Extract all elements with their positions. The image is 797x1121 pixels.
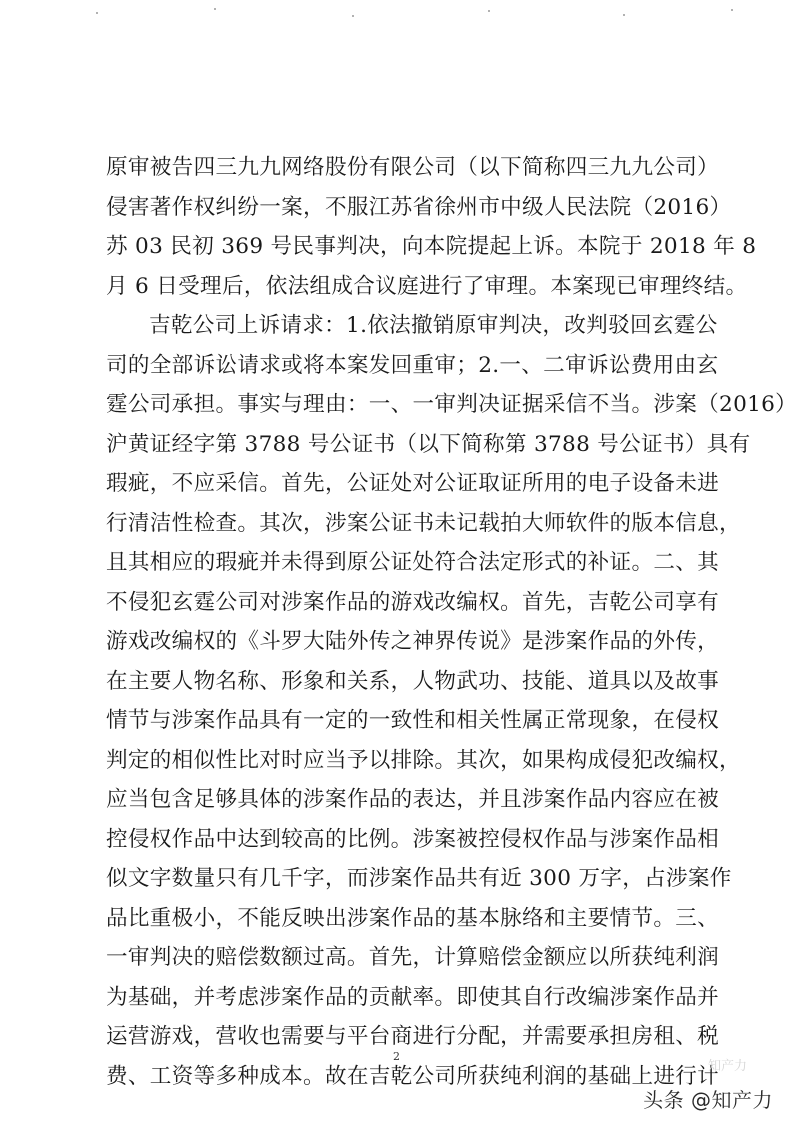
text-line: 不侵犯玄霆公司对涉案作品的游戏改编权。首先，吉乾公司享有	[106, 589, 720, 615]
text-line: 应当包含足够具体的涉案作品的表达，并且涉案作品内容应在被	[106, 787, 720, 812]
text-line: 侵害著作权纠纷一案，不服江苏省徐州市中级人民法院（2016）	[106, 194, 732, 220]
text-line: 原审被告四三九九网络股份有限公司（以下简称四三九九公司）	[106, 155, 720, 180]
text-line: 为基础，并考虑涉案作品的贡献率。即使其自行改编涉案作品并	[106, 984, 720, 1010]
text-line: 一审判决的赔偿数额过高。首先，计算赔偿金额应以所获纯利润	[106, 945, 720, 970]
text-line: 沪黄证经字第 3788 号公证书（以下简称第 3788 号公证书）具有	[106, 431, 751, 457]
text-line: 控侵权作品中达到较高的比例。涉案被控侵权作品与涉案作品相	[106, 826, 720, 852]
scan-artifact-dots	[0, 0, 793, 30]
text-line: 瑕疵，不应采信。首先，公证处对公证取证所用的电子设备未进	[106, 471, 720, 496]
paragraph-start-line: 吉乾公司上诉请求：1.依法撤销原审判决，改判驳回玄霆公	[149, 313, 718, 338]
watermark-label: 头条 @知产力	[643, 1088, 773, 1112]
text-line: 行清洁性检查。其次，涉案公证书未记载拍大师软件的版本信息，	[106, 510, 741, 536]
text-line: 司的全部诉讼请求或将本案发回重审；2.一、二审诉讼费用由玄	[106, 352, 719, 378]
text-line: 似文字数量只有几千字，而涉案作品共有近 300 万字，占涉案作	[106, 866, 732, 891]
text-line: 苏 03 民初 369 号民事判决，向本院提起上诉。本院于 2018 年 8	[106, 234, 757, 259]
text-line: 月 6 日受理后，依法组成合议庭进行了审理。本案现已审理终结。	[106, 273, 748, 299]
text-line: 运营游戏，营收也需要与平台商进行分配，并需要承担房租、税	[106, 1024, 720, 1049]
page-number: 2	[393, 1050, 400, 1063]
text-line: 费、工资等多种成本。故在吉乾公司所获纯利润的基础上进行计	[106, 1063, 720, 1089]
text-line: 霆公司承担。事实与理由：一、一审判决证据采信不当。涉案（2016）	[106, 392, 797, 417]
text-line: 游戏改编权的《斗罗大陆外传之神界传说》是涉案作品的外传，	[106, 629, 720, 654]
watermark-logo	[643, 1084, 773, 1113]
text-line: 品比重极小，不能反映出涉案作品的基本脉络和主要情节。三、	[106, 905, 720, 931]
text-line: 情节与涉案作品具有一定的一致性和相关性属正常现象，在侵权	[106, 708, 720, 733]
watermark-ghost-text: 知产力	[708, 1059, 748, 1074]
text-line: 判定的相似性比对时应当予以排除。其次，如果构成侵犯改编权，	[106, 747, 741, 773]
text-line: 且其相应的瑕疵并未得到原公证处符合法定形式的补证。二、其	[106, 550, 720, 575]
text-line: 在主要人物名称、形象和关系，人物武功、技能、道具以及故事	[106, 668, 720, 694]
